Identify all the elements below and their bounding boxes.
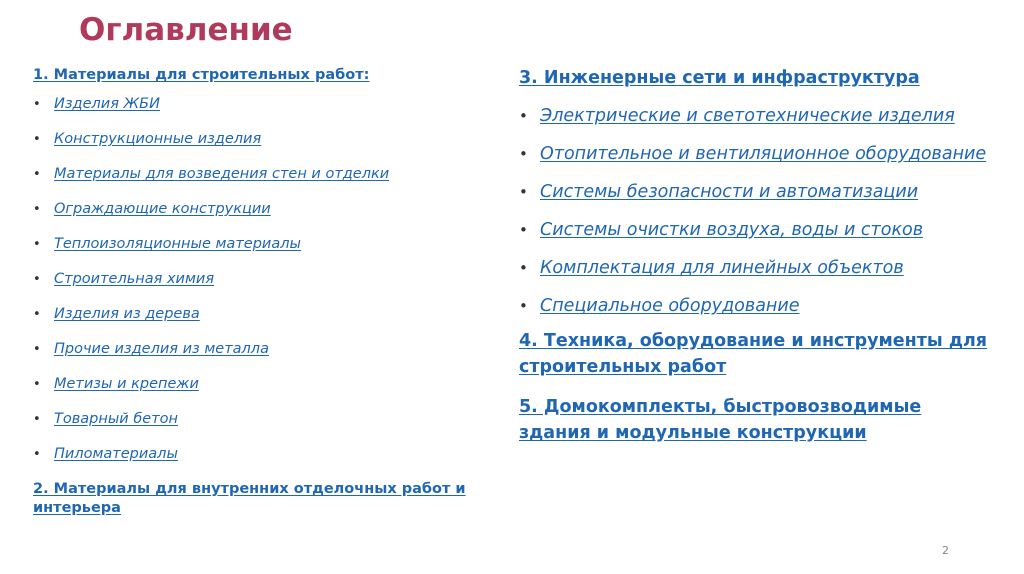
bullet: • bbox=[33, 307, 41, 322]
bullet: • bbox=[33, 377, 41, 392]
list-item bbox=[519, 103, 999, 129]
toc-item-link[interactable]: Системы безопасности и автоматизации bbox=[540, 182, 919, 202]
toc-item-link[interactable]: Товарный бетон bbox=[54, 411, 178, 427]
bullet: • bbox=[519, 183, 528, 201]
list-item bbox=[519, 293, 999, 319]
toc-item-link[interactable]: Системы очистки воздуха, воды и стоков bbox=[540, 220, 924, 240]
bullet: • bbox=[33, 97, 41, 112]
toc-item-link[interactable]: Отопительное и вентиляционное оборудование bbox=[540, 144, 987, 164]
list-item bbox=[33, 270, 513, 289]
toc-item-link[interactable]: Специальное оборудование bbox=[540, 296, 800, 316]
toc-section-3-list bbox=[519, 103, 999, 319]
bullet: • bbox=[33, 167, 41, 182]
bullet: • bbox=[33, 237, 41, 252]
list-item bbox=[33, 410, 513, 429]
toc-item-link[interactable]: Строительная химия bbox=[54, 271, 215, 287]
bullet: • bbox=[519, 221, 528, 239]
bullet: • bbox=[519, 297, 528, 315]
toc-item-link[interactable]: Комплектация для линейных объектов bbox=[540, 258, 904, 278]
bullet: • bbox=[33, 447, 41, 462]
toc-section-1-link[interactable]: 1. Материалы для строительных работ: bbox=[33, 67, 370, 83]
bullet: • bbox=[33, 342, 41, 357]
toc-item-link[interactable]: Ограждающие конструкции bbox=[54, 201, 271, 217]
list-item bbox=[33, 445, 513, 464]
bullet: • bbox=[33, 412, 41, 427]
toc-item-link[interactable]: Прочие изделия из металла bbox=[54, 341, 269, 357]
list-item bbox=[33, 375, 513, 394]
list-item bbox=[33, 165, 513, 184]
toc-item-link[interactable]: Изделия ЖБИ bbox=[54, 96, 160, 112]
list-item bbox=[519, 141, 999, 167]
list-item bbox=[33, 340, 513, 359]
bullet: • bbox=[519, 145, 528, 163]
list-item bbox=[33, 130, 513, 149]
list-item bbox=[33, 305, 513, 324]
page-number: 2 bbox=[942, 544, 949, 557]
toc-section-5-link[interactable]: 5. Домокомплекты, быстровозводимые здания и модульные конструкции bbox=[519, 397, 922, 443]
toc-item-link[interactable]: Материалы для возведения стен и отделки bbox=[54, 166, 390, 182]
toc-right-column bbox=[519, 64, 999, 446]
bullet: • bbox=[519, 107, 528, 125]
toc-section-4-link[interactable]: 4. Техника, оборудование и инструменты для строительных работ bbox=[519, 331, 988, 377]
list-item bbox=[519, 255, 999, 281]
toc-item-link[interactable]: Конструкционные изделия bbox=[54, 131, 262, 147]
list-item bbox=[33, 95, 513, 114]
toc-section-3-link[interactable]: 3. Инженерные сети и инфраструктура bbox=[519, 68, 920, 88]
toc-left-column bbox=[33, 66, 513, 518]
list-item bbox=[519, 179, 999, 205]
bullet: • bbox=[519, 259, 528, 277]
page-title: Оглавление bbox=[79, 12, 293, 48]
toc-item-link[interactable]: Теплоизоляционные материалы bbox=[54, 236, 301, 252]
bullet: • bbox=[33, 272, 41, 287]
toc-section-1-list bbox=[33, 95, 513, 464]
bullet: • bbox=[33, 202, 41, 217]
list-item bbox=[33, 200, 513, 219]
toc-item-link[interactable]: Метизы и крепежи bbox=[54, 376, 199, 392]
bullet: • bbox=[33, 132, 41, 147]
toc-item-link[interactable]: Электрические и светотехнические изделия bbox=[540, 106, 955, 126]
toc-item-link[interactable]: Изделия из дерева bbox=[54, 306, 200, 322]
list-item bbox=[33, 235, 513, 254]
toc-item-link[interactable]: Пиломатериалы bbox=[54, 446, 178, 462]
list-item bbox=[519, 217, 999, 243]
toc-section-2-link[interactable]: 2. Материалы для внутренних отделочных работ и интерьера bbox=[33, 481, 466, 516]
